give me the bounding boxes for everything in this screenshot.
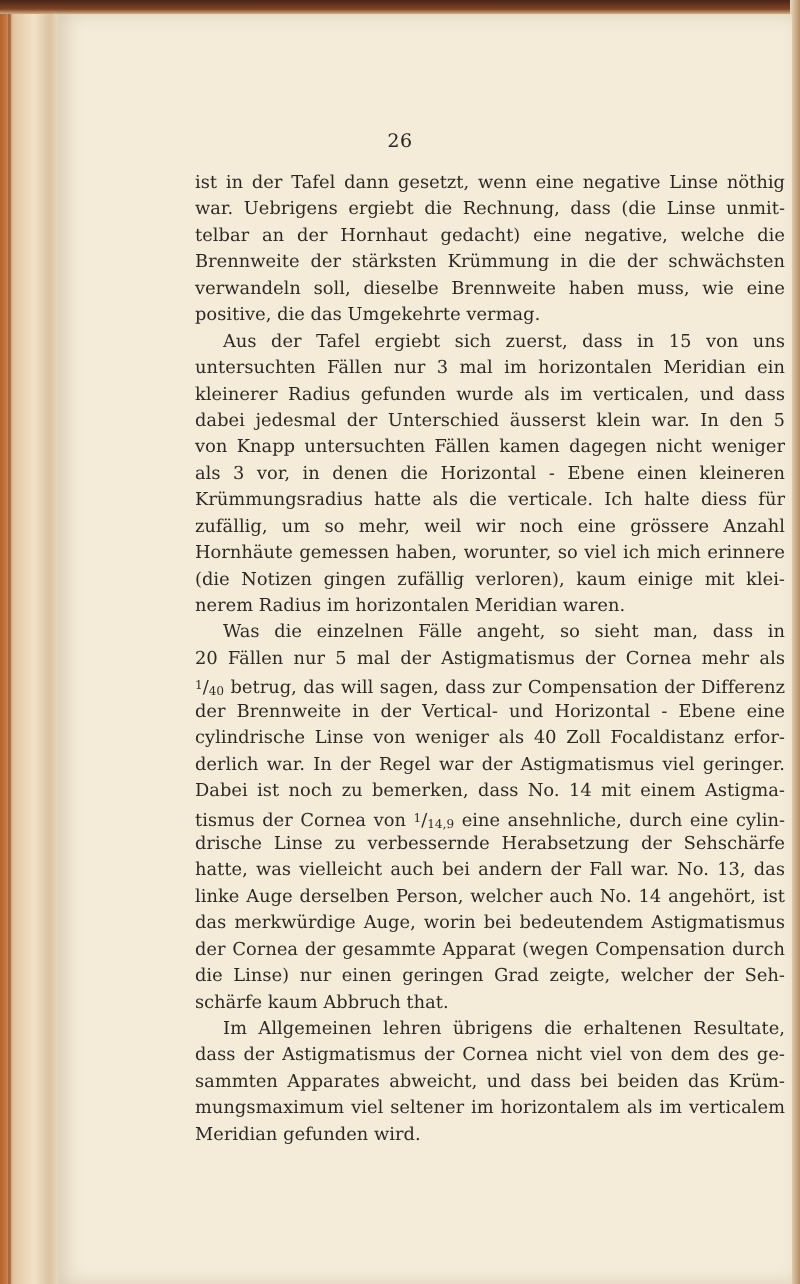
text-line: nerem Radius im horizontalen Meridian waren.	[195, 595, 626, 616]
text-line: Hornhäute gemessen haben, worunter, so viel ich mich erinnere	[195, 542, 785, 564]
text-line: Brennweite der stärksten Krümmung in die der schwächsten	[195, 251, 785, 273]
text-line: linke Auge derselben Person, welcher auch No. 14 angehört, ist	[195, 885, 785, 907]
text-line: die Linse) nur einen geringen Grad zeigte, welcher der Seh-	[195, 965, 785, 987]
text-line: das merkwürdige Auge, worin bei bedeutendem Astigmatismus	[195, 912, 785, 934]
fraction-one-fourteen-point-nine: $^1$/14,9	[413, 809, 455, 831]
text-line: dabei jedesmal der Unterschied äusserst klein war. In den 5	[195, 409, 785, 431]
text-line: telbar an der Hornhaut gedacht) eine negative, welche die	[195, 224, 785, 246]
text-line: Aus der Tafel ergiebt sich zuerst, dass in 15 von uns	[223, 330, 785, 352]
text-line: 20 Fällen nur 5 mal der Astigmatismus der Cornea mehr als	[195, 647, 785, 669]
text-line: cylindrische Linse von weniger als 40 Zoll Focaldistanz erfor-	[195, 727, 785, 749]
text-line: hatte, was vielleicht auch bei andern der Fall war. No. 13, das	[195, 859, 785, 881]
text-line: Dabei ist noch zu bemerken, dass No. 14 mit einem Astigma-	[195, 780, 785, 802]
text-line: $^1$/40 betrug, das will sagen, dass zur Compensation der Differenz	[195, 677, 785, 699]
text-line: als 3 vor, in denen die Horizontal - Ebene einen kleineren	[195, 462, 785, 484]
text-line: sammten Apparates abweicht, und dass bei beiden das Krüm-	[195, 1070, 785, 1092]
book-spine-edge	[0, 0, 62, 1284]
text-line: untersuchten Fällen nur 3 mal im horizontalen Meridian ein	[195, 357, 785, 379]
text-line: der Cornea der gesammte Apparat (wegen Compensation durch	[195, 938, 785, 960]
text-line: dass der Astigmatismus der Cornea nicht viel von dem des ge-	[195, 1044, 785, 1066]
text-line: mungsmaximum viel seltener im horizontalem als im verticalem	[195, 1097, 785, 1119]
fraction-one-fortieth: $^1$/40	[195, 677, 225, 699]
text-line: drische Linse zu verbessernde Herabsetzung der Sehschärfe	[195, 832, 785, 854]
page-number: 26	[387, 130, 413, 152]
text-line: Was die einzelnen Fälle angeht, so sieht man, dass in	[223, 621, 785, 643]
text-line: von Knapp untersuchten Fällen kamen dagegen nicht weniger	[195, 436, 785, 458]
text-line: der Brennweite in der Vertical- und Horizontal - Ebene eine	[195, 700, 785, 722]
text-line: war. Uebrigens ergiebt die Rechnung, dass (die Linse unmit-	[195, 198, 785, 220]
text-line: verwandeln soll, dieselbe Brennweite haben muss, wie eine	[195, 277, 785, 299]
text-line: tismus der Cornea von $^1$/14,9 eine ansehnliche, durch eine cylin-	[195, 809, 786, 831]
text-line: kleinerer Radius gefunden wurde als im verticalen, und dass	[195, 383, 785, 405]
body-text	[195, 170, 785, 1148]
text-line: Meridian gefunden wird.	[195, 1123, 421, 1145]
text-line: (die Notizen gingen zufällig verloren), kaum einige mit klei-	[195, 568, 785, 590]
text-line: Krümmungsradius hatte als die verticale. Ich halte diess für	[195, 489, 785, 511]
text-line: derlich war. In der Regel war der Astigmatismus viel geringer.	[195, 753, 785, 775]
binding-shadow	[8, 0, 11, 1284]
text-line: positive, die das Umgekehrte vermag.	[195, 304, 541, 326]
text-line: zufällig, um so mehr, weil wir noch eine grössere Anzahl	[195, 515, 785, 537]
text-line: schärfe kaum Abbruch that.	[195, 991, 449, 1013]
text-line: Im Allgemeinen lehren übrigens die erhaltenen Resultate,	[223, 1018, 785, 1039]
top-page-edge	[0, 0, 800, 14]
text-line: ist in der Tafel dann gesetzt, wenn eine negative Linse nöthig	[195, 172, 785, 193]
